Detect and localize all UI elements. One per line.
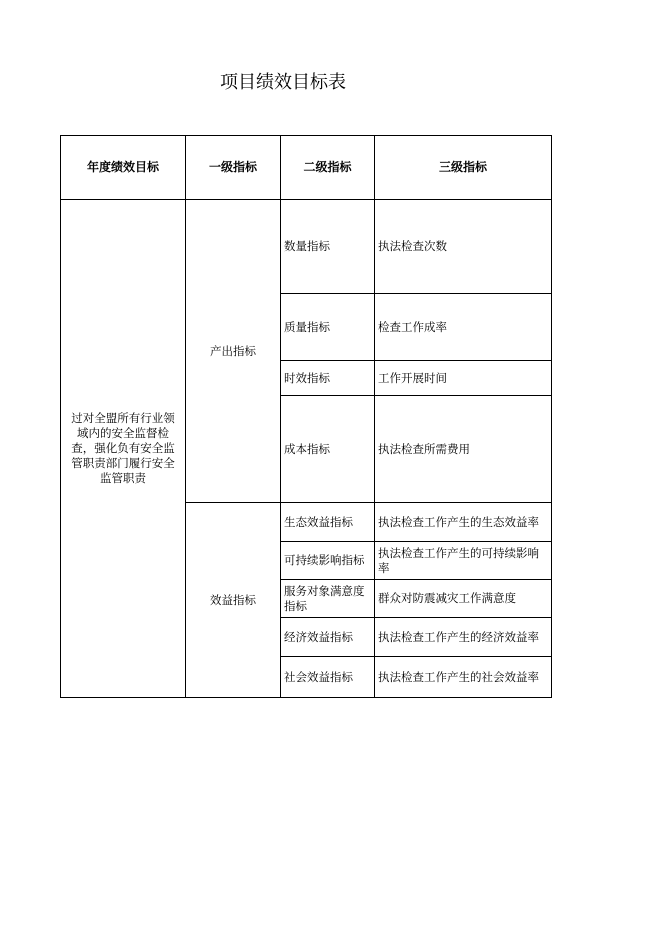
page-title: 项目绩效目标表 — [220, 72, 346, 93]
table-row — [61, 200, 552, 294]
level3-cell: 执法检查工作产生的可持续影响率 — [375, 542, 552, 580]
level2-cell: 社会效益指标 — [281, 657, 375, 698]
performance-target-table — [60, 135, 552, 698]
annual-goal-cell: 过对全盟所有行业领域内的安全监督检查，强化负有安全监管职责部门履行安全监管职责 — [61, 200, 186, 698]
level3-cell: 执法检查次数 — [375, 200, 552, 294]
level2-cell: 数量指标 — [281, 200, 375, 294]
level3-cell: 执法检查工作产生的社会效益率 — [375, 657, 552, 698]
header-level3: 三级指标 — [375, 136, 552, 200]
level3-cell: 群众对防震减灾工作满意度 — [375, 580, 552, 618]
level2-cell: 时效指标 — [281, 361, 375, 396]
level1-output: 产出指标 — [186, 200, 281, 503]
level3-cell: 执法检查所需费用 — [375, 396, 552, 503]
level3-cell: 执法检查工作产生的经济效益率 — [375, 618, 552, 657]
header-annual-goal: 年度绩效目标 — [61, 136, 186, 200]
level2-cell: 质量指标 — [281, 294, 375, 361]
header-level2: 二级指标 — [281, 136, 375, 200]
level3-cell: 执法检查工作产生的生态效益率 — [375, 503, 552, 542]
level1-benefit: 效益指标 — [186, 503, 281, 698]
table-header-row — [61, 136, 552, 200]
header-level1: 一级指标 — [186, 136, 281, 200]
level2-cell: 可持续影响指标 — [281, 542, 375, 580]
level2-cell: 成本指标 — [281, 396, 375, 503]
level3-cell: 工作开展时间 — [375, 361, 552, 396]
level2-cell: 经济效益指标 — [281, 618, 375, 657]
level2-cell: 服务对象满意度指标 — [281, 580, 375, 618]
level3-cell: 检查工作成率 — [375, 294, 552, 361]
level2-cell: 生态效益指标 — [281, 503, 375, 542]
